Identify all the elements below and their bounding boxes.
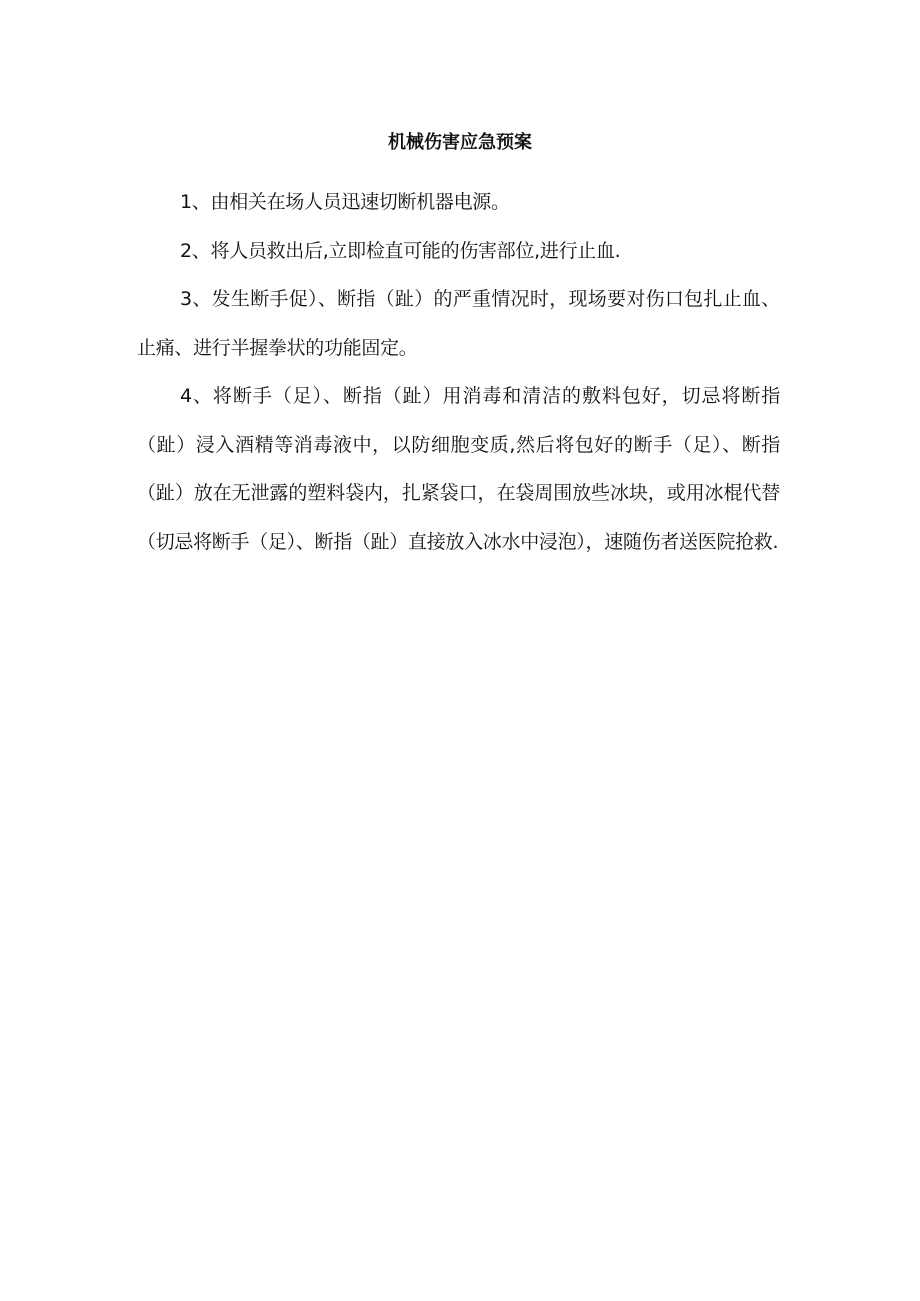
- paragraph-1: 1、由相关在场人员迅速切断机器电源。: [180, 191, 510, 213]
- paragraph-3: 3、发生断手促）、断指（趾）的严重情况时，现场要对伤口包扎止血、止痛、进行半握拳状的功能固定。: [137, 288, 780, 359]
- paragraph-2: 2、将人员救出后,立即检直可能的伤害部位,进行止血.: [180, 239, 621, 262]
- paragraph-4: 4、将断手（足）、断指（趾）用消毒和清洁的敷料包好，切忌将断指（趾）浸入酒精等消毒液中，以防细胞变质,然后将包好的断手（足）、断指（趾）放在无泄露的塑料袋内，扎紧袋口，在袋周围放些冰块，或用冰棍代替（切忌将断手（足）、断指（趾）直接放入冰水中浸泡），速随伤者送医院抢救.: [137, 385, 780, 553]
- document-body: [137, 178, 780, 566]
- document-title: 机械伤害应急预案: [388, 132, 532, 153]
